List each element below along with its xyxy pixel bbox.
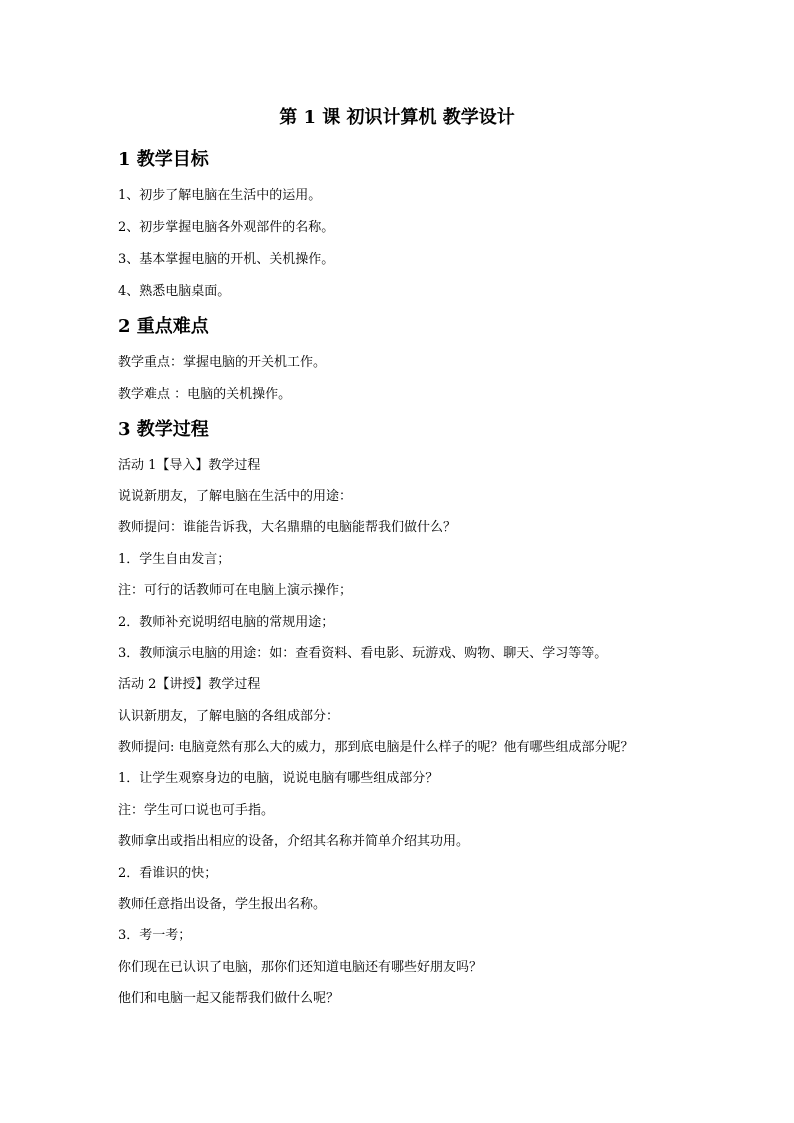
process-line: 2．教师补充说明绍电脑的常规用途； [118,615,335,630]
process-line: 教师提问：谁能告诉我，大名鼎鼎的电脑能帮我们做什么？ [118,520,457,535]
process-line: 2．看谁识的快； [118,866,218,881]
goal-item: 4、熟悉电脑桌面。 [118,284,231,299]
process-line: 认识新朋友，了解电脑的各组成部分： [118,709,340,724]
goal-item: 3、基本掌握电脑的开机、关机操作。 [118,252,335,267]
activity-1-title: 活动 1【导入】教学过程 [118,458,261,473]
process-line: 教师任意指出设备，学生报出名称。 [118,897,327,912]
process-line: 你们现在已认识了电脑，那你们还知道电脑还有哪些好朋友吗？ [118,960,483,975]
process-line: 3．考一考； [118,928,192,943]
process-line: 3．教师演示电脑的用途：如：查看资料、看电影、玩游戏、购物、聊天、学习等等。 [118,646,608,661]
section-heading-teaching-process: 3 教学过程 [118,419,209,440]
key-point-item: 教学难点 ：电脑的关机操作。 [118,387,292,402]
process-line: 注：可行的话教师可在电脑上演示操作； [118,583,353,598]
process-line: 教师提问: 电脑竟然有那么大的威力，那到底电脑是什么样子的呢？他有哪些组成部分呢？ [118,740,634,755]
process-line: 说说新朋友，了解电脑在生活中的用途： [118,489,353,504]
goal-item: 1、初步了解电脑在生活中的运用。 [118,188,322,203]
goal-item: 2、初步掌握电脑各外观部件的名称。 [118,220,335,235]
section-heading-teaching-goals: 1 教学目标 [118,149,209,170]
activity-2-title: 活动 2【讲授】教学过程 [118,677,261,692]
process-line: 注：学生可口说也可手指。 [118,803,275,818]
key-point-item: 教学重点：掌握电脑的开关机工作。 [118,355,327,370]
section-heading-key-points: 2 重点难点 [118,316,209,337]
process-line: 1．学生自由发言； [118,552,231,567]
process-line: 教师拿出或指出相应的设备，介绍其名称并简单介绍其功用。 [118,834,470,849]
process-line: 1．让学生观察身边的电脑，说说电脑有哪些组成部分？ [118,771,439,786]
process-line: 他们和电脑一起又能帮我们做什么呢？ [118,991,340,1006]
document-title: 第 1 课 初识计算机 教学设计 [279,107,515,128]
